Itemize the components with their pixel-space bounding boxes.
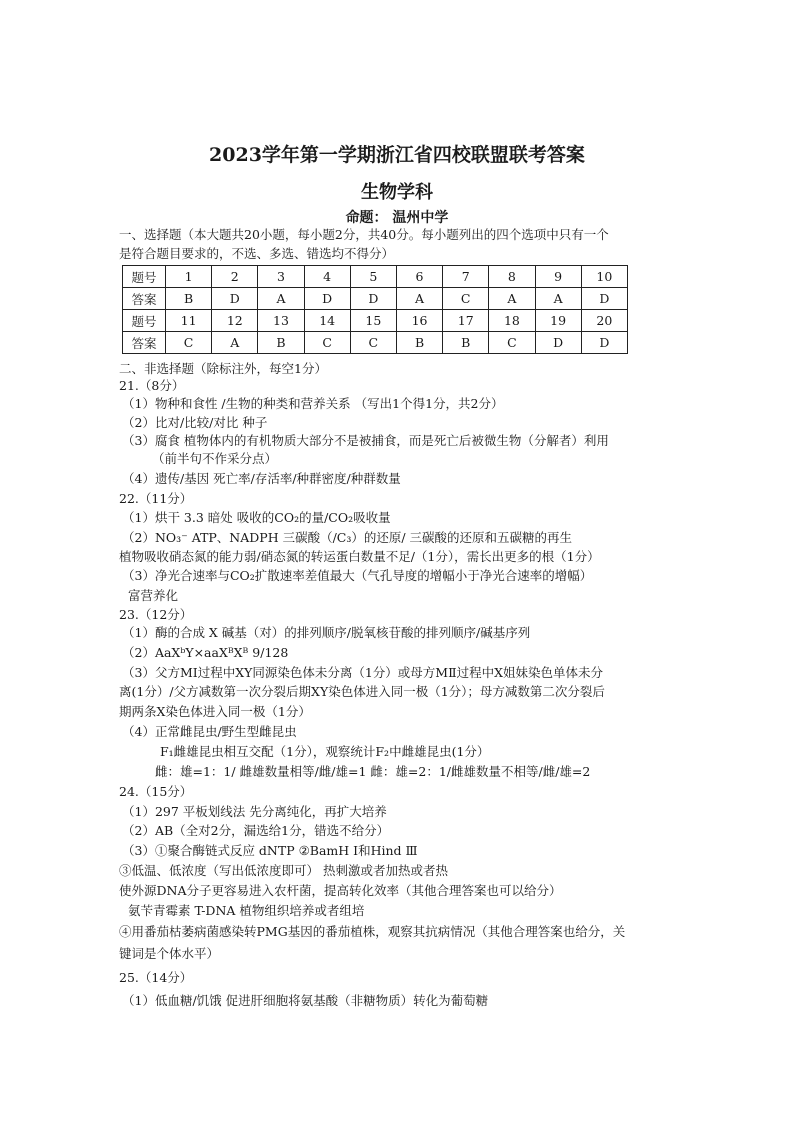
row-label: 答案	[123, 288, 166, 310]
number-cell: 6	[396, 266, 442, 288]
number-cell: 19	[535, 310, 581, 332]
answer-cell: A	[212, 332, 258, 354]
number-cell: 8	[489, 266, 535, 288]
number-cell: 15	[350, 310, 396, 332]
answer-cell: B	[396, 332, 442, 354]
answer-cell: C	[166, 332, 212, 354]
answer-row	[123, 288, 628, 310]
answer-line: 21.（8分）	[119, 378, 185, 393]
answer-line: 22.（11分）	[119, 491, 193, 506]
number-cell: 17	[443, 310, 489, 332]
number-cell: 7	[443, 266, 489, 288]
answer-line: 23.（12分）	[119, 607, 193, 622]
answer-line: ③低温、低浓度（写出低浓度即可） 热刺激或者加热或者热	[119, 863, 448, 878]
row-label: 题号	[123, 310, 166, 332]
answer-line: 雌：雄=1：1/ 雌雄数量相等/雌/雄=1 雌：雄=2：1/雌雄数量不相等/雌/雄=2	[155, 764, 591, 779]
answer-cell: A	[396, 288, 442, 310]
answer-line: 植物吸收硝态氮的能力弱/硝态氮的转运蛋白数量不足/（1分），需长出更多的根（1分）	[119, 549, 600, 564]
answer-cell: A	[258, 288, 304, 310]
author-line: 命题： 温州中学	[345, 210, 449, 226]
answer-line: （2）AB（全对2分，漏选给1分，错选不给分）	[122, 823, 390, 838]
answer-line: （1）低血糖/饥饿 促进肝细胞将氨基酸（非糖物质）转化为葡萄糖	[122, 993, 489, 1008]
answer-line: 24.（15分）	[119, 784, 193, 799]
answer-line: 使外源DNA分子更容易进入农杆菌，提高转化效率（其他合理答案也可以给分）	[119, 883, 562, 898]
answer-line: 25.（14分）	[119, 970, 193, 985]
answer-cell: B	[443, 332, 489, 354]
number-cell: 16	[396, 310, 442, 332]
answer-cell: D	[304, 288, 350, 310]
row-label: 答案	[123, 332, 166, 354]
number-cell: 13	[258, 310, 304, 332]
section1-intro: 一、选择题（本大题共20小题，每小题2分，共40分。每小题列出的四个选项中只有一个	[119, 227, 609, 242]
number-cell: 9	[535, 266, 581, 288]
answer-line: 键词是个体水平）	[119, 946, 220, 961]
answer-line: （3）①聚合酶链式反应 dNTP ②BamH Ⅰ和Hind Ⅲ	[122, 843, 418, 858]
answer-line: （1）297 平板划线法 先分离纯化，再扩大培养	[122, 804, 387, 819]
answer-line: 二、非选择题（除标注外，每空1分）	[119, 361, 327, 376]
answer-table	[122, 265, 628, 354]
row-label: 题号	[123, 266, 166, 288]
number-cell: 14	[304, 310, 350, 332]
answer-line: （1）物种和食性 /生物的种类和营养关系 （写出1个得1分，共2分）	[122, 396, 504, 411]
number-cell: 5	[350, 266, 396, 288]
answer-line: （1）烘干 3.3 暗处 吸收的CO₂的量/CO₂吸收量	[122, 510, 391, 525]
number-cell: 12	[212, 310, 258, 332]
answer-line: （2）AaXᵇY×aaXᴮXᴮ 9/128	[122, 645, 289, 660]
answer-cell: B	[166, 288, 212, 310]
answer-line: 氨苄青霉素 T-DNA 植物组织培养或者组培	[128, 903, 365, 918]
answer-cell: C	[489, 332, 535, 354]
answer-line: （前半句不作采分点）	[152, 451, 278, 466]
answer-line: （3）腐食 植物体内的有机物质大部分不是被捕食，而是死亡后被微生物（分解者）利用	[122, 433, 609, 448]
answer-line: 离(1分）/父方减数第一次分裂后期XY染色体进入同一极（1分）；母方减数第二次分裂后	[119, 684, 605, 699]
answer-line: 期两条X染色体进入同一极（1分）	[119, 704, 311, 719]
answer-cell: A	[535, 288, 581, 310]
number-cell: 18	[489, 310, 535, 332]
answer-line: （2）NO₃⁻ ATP、NADPH 三碳酸（/C₃）的还原/ 三碳酸的还原和五碳糖的再生	[122, 530, 573, 545]
answer-line: （2）比对/比较/对比 种子	[122, 415, 268, 430]
answer-line: 富营养化	[128, 588, 179, 603]
answer-row	[123, 332, 628, 354]
number-cell: 4	[304, 266, 350, 288]
answer-cell: A	[489, 288, 535, 310]
answer-line: （3）净光合速率与CO₂扩散速率差值最大（气孔导度的增幅小于净光合速率的增幅）	[122, 568, 593, 583]
answer-cell: D	[581, 288, 627, 310]
number-cell: 11	[166, 310, 212, 332]
number-row	[123, 266, 628, 288]
number-cell: 1	[166, 266, 212, 288]
number-cell: 3	[258, 266, 304, 288]
answer-cell: C	[350, 332, 396, 354]
answer-line: （1）酶的合成 X 碱基（对）的排列顺序/脱氧核苷酸的排列顺序/碱基序列	[122, 625, 531, 640]
answer-cell: D	[581, 332, 627, 354]
number-row	[123, 310, 628, 332]
section1-intro-cont: 是符合题目要求的，不选、多选、错选均不得分）	[119, 246, 395, 261]
number-cell: 10	[581, 266, 627, 288]
answer-line: （4）遗传/基因 死亡率/存活率/种群密度/种群数量	[122, 471, 401, 486]
answer-line: （3）父方MⅠ过程中XY同源染色体未分离（1分）或母方MⅡ过程中X姐妹染色单体未分	[122, 665, 603, 680]
answer-cell: D	[212, 288, 258, 310]
answer-cell: D	[535, 332, 581, 354]
answer-line: （4）正常雌昆虫/野生型雌昆虫	[122, 724, 297, 739]
answer-cell: D	[350, 288, 396, 310]
number-cell: 2	[212, 266, 258, 288]
document-title: 2023学年第一学期浙江省四校联盟联考答案	[209, 144, 585, 166]
answer-line: ④用番茄枯萎病菌感染转PMG基因的番茄植株，观察其抗病情况（其他合理答案也给分，关	[119, 924, 626, 939]
answer-line: F₁雌雄昆虫相互交配（1分），观察统计F₂中雌雄昆虫(1分）	[160, 744, 490, 759]
answer-cell: C	[304, 332, 350, 354]
answer-cell: C	[443, 288, 489, 310]
subject-title: 生物学科	[361, 182, 433, 203]
answer-cell: B	[258, 332, 304, 354]
number-cell: 20	[581, 310, 627, 332]
